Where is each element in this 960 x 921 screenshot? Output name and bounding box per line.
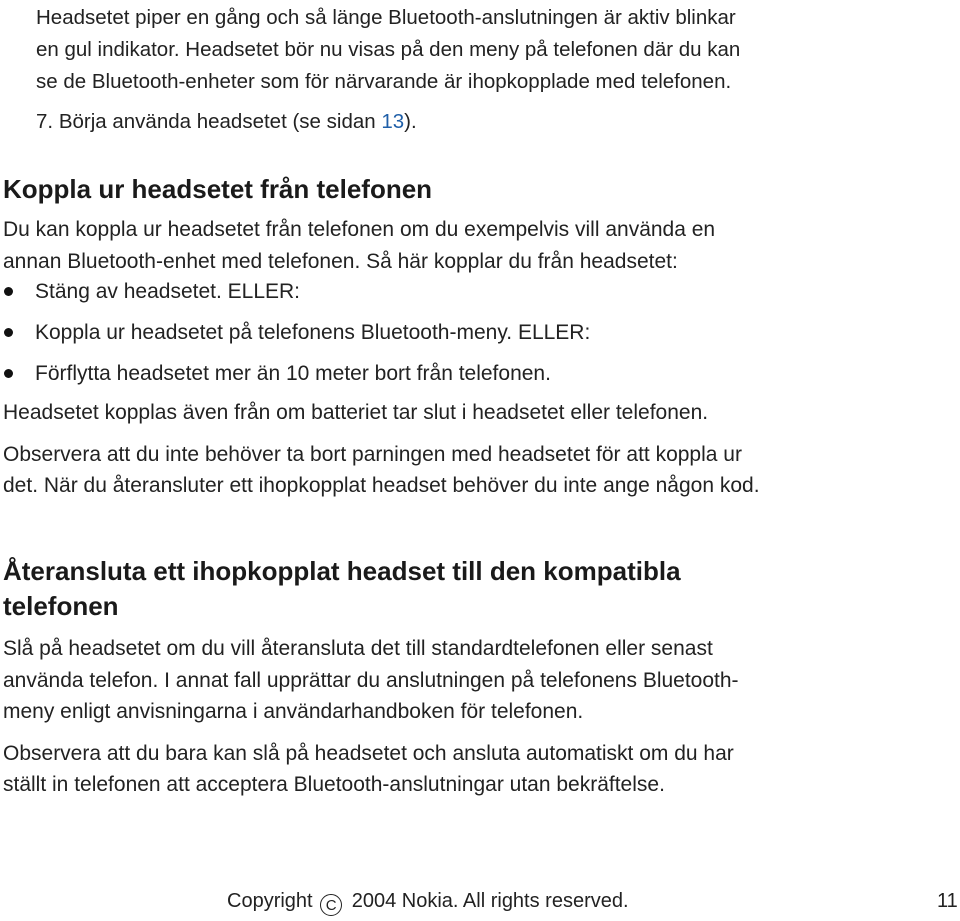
bullet-dot-icon (4, 328, 13, 337)
bullet-text: Stäng av headsetet. ELLER: (35, 280, 301, 303)
paragraph-line: Observera att du bara kan slå på headsetet och ansluta automatiskt om du har (3, 741, 734, 765)
paragraph-line: använda telefon. I annat fall upprättar du anslutningen på telefonens Bluetooth- (3, 668, 739, 692)
bullet-dot-icon (4, 369, 13, 378)
section-heading: Koppla ur headsetet från telefonen (3, 174, 433, 204)
step-number: 7. (36, 110, 54, 133)
bullet-item (3, 322, 943, 344)
bullet-item (3, 363, 943, 385)
copyright-label: Copyright (227, 890, 313, 912)
intro-line: se de Bluetooth-enheter som för närvarande är ihopkopplade med telefonen. (36, 70, 732, 93)
paragraph-line: Observera att du inte behöver ta bort parningen med headsetet för att koppla ur (3, 442, 742, 466)
copyright-notice (227, 890, 629, 916)
page-footer (0, 888, 960, 920)
bullet-dot-icon (4, 287, 13, 296)
step-text-end: ). (404, 110, 417, 133)
section-reconnect (3, 554, 943, 801)
intro-line: Headsetet piper en gång och så länge Bluetooth-anslutningen är aktiv blinkar (36, 6, 736, 29)
paragraph-line: ställt in telefonen att acceptera Bluetooth-anslutningar utan bekräftelse. (3, 773, 665, 796)
paragraph-line: meny enligt anvisningarna i användarhandboken för telefonen. (3, 700, 584, 723)
paragraph-line: annan Bluetooth-enhet med telefonen. Så här kopplar du från headsetet: (3, 249, 678, 273)
paragraph-line: Headsetet kopplas även från om batteriet tar slut i headsetet eller telefonen. (3, 401, 709, 424)
paragraph-line: Du kan koppla ur headsetet från telefonen om du exempelvis vill använda en (3, 218, 716, 241)
section-disconnect (3, 172, 943, 502)
bullet-item (3, 281, 943, 303)
step-7 (36, 106, 936, 138)
intro-text (36, 2, 936, 138)
heading-line: Återansluta ett ihopkopplat headset till den kompatibla (3, 556, 681, 586)
bullet-text: Förflytta headsetet mer än 10 meter bort från telefonen. (35, 362, 551, 385)
copyright-text: 2004 Nokia. All rights reserved. (351, 890, 629, 912)
paragraph-line: Slå på headsetet om du vill återansluta det till standardtelefonen eller senast (3, 637, 713, 660)
heading-line: telefonen (3, 591, 119, 621)
bullet-text: Koppla ur headsetet på telefonens Bluetooth-meny. ELLER: (35, 321, 591, 344)
section-heading (3, 554, 943, 624)
page-reference-link[interactable]: 13 (381, 110, 405, 133)
paragraph-line: det. När du återansluter ett ihopkopplat headset behöver du inte ange någon kod. (3, 474, 760, 497)
intro-line: en gul indikator. Headsetet bör nu visas på den meny på telefonen där du kan (36, 38, 741, 61)
step-text: Börja använda headsetet (se sidan (58, 110, 382, 133)
page-number: 11 (937, 890, 958, 912)
bullet-list (3, 281, 943, 385)
copyright-icon: C (320, 894, 342, 916)
